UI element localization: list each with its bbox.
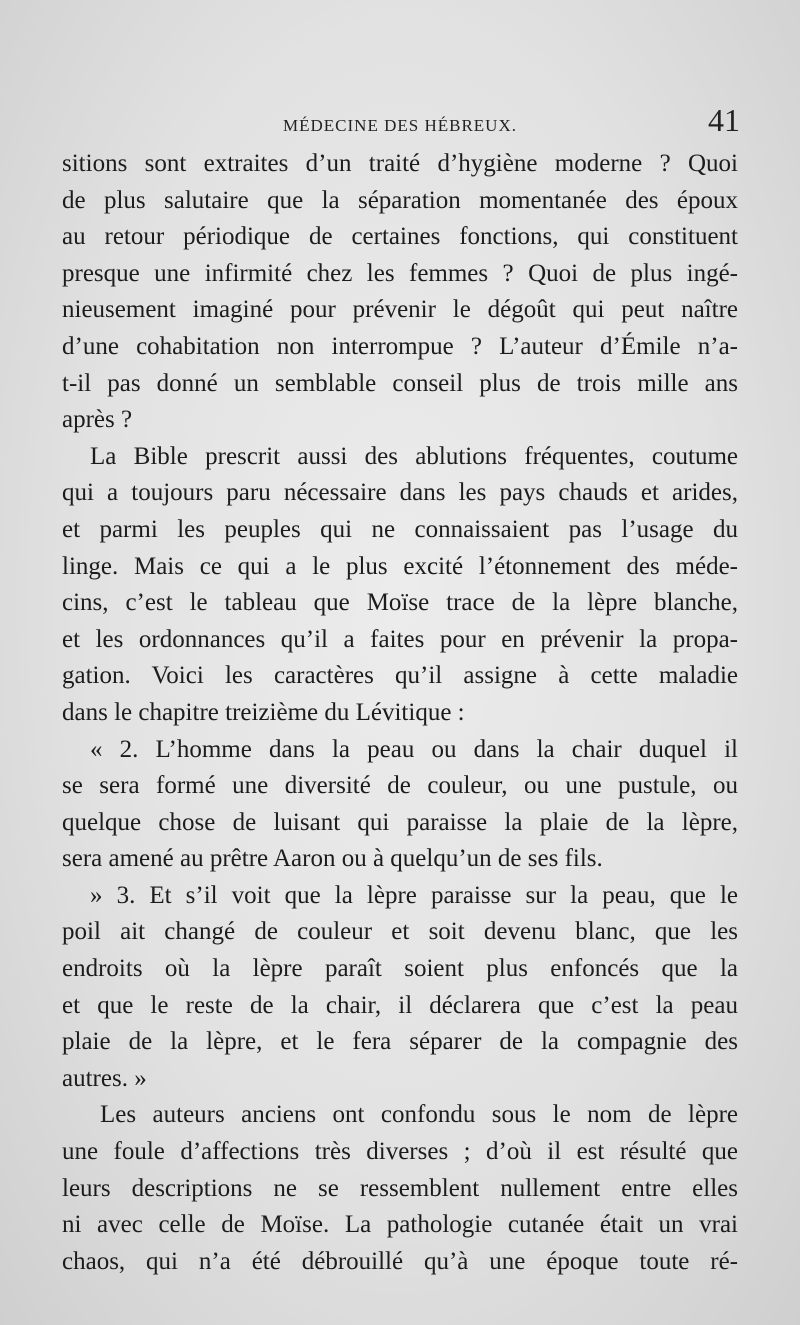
text-line: et les ordonnances qu’il a faites pour en prévenir la propa- (62, 625, 738, 653)
text-line: dans le chapitre treizième du Lévitique : (62, 698, 465, 726)
body-text (62, 146, 738, 1280)
text-line: nieusement imaginé pour prévenir le dégoût qui peut naître (62, 296, 738, 324)
page-number: 41 (708, 102, 740, 138)
text-line: sera amené au prêtre Aaron ou à quelqu’un de ses fils. (62, 845, 603, 873)
text-line: se sera formé une diversité de couleur, ou une pustule, ou (62, 772, 738, 800)
text-line: presque une infirmité chez les femmes ? Quoi de plus ingé- (62, 259, 738, 287)
text-line: » 3. Et s’il voit que la lèpre paraisse sur la peau, que le (90, 881, 738, 909)
text-line: sitions sont extraites d’un traité d’hygiène moderne ? Quoi (62, 150, 738, 177)
text-line: au retour périodique de certaines fonctions, qui constituent (62, 223, 738, 251)
text-line: endroits où la lèpre paraît soient plus enfoncés que la (62, 955, 738, 983)
text-line: linge. Mais ce qui a le plus excité l’étonnement des méde- (62, 552, 738, 580)
text-line: d’une cohabitation non interrompue ? L’auteur d’Émile n’a- (62, 332, 738, 360)
text-line: et que le reste de la chair, il déclarera que c’est la peau (62, 991, 738, 1019)
text-line: après ? (62, 406, 133, 434)
text-line: une foule d’affections très diverses ; d’où il est résulté que (62, 1138, 738, 1166)
text-line: poil ait changé de couleur et soit devenu blanc, que les (62, 918, 738, 946)
text-line: Les auteurs anciens ont confondu sous le nom de lèpre (100, 1101, 738, 1129)
page-header (60, 102, 740, 146)
text-line: leurs descriptions ne se ressemblent nullement entre elles (62, 1174, 738, 1202)
text-line: cins, c’est le tableau que Moïse trace de la lèpre blanche, (62, 589, 738, 617)
text-line: autres. » (62, 1064, 147, 1092)
text-line: « 2. L’homme dans la peau ou dans la chair duquel il (90, 735, 738, 763)
text-line: La Bible prescrit aussi des ablutions fréquentes, coutume (90, 442, 738, 470)
text-line: et parmi les peuples qui ne connaissaient pas l’usage du (62, 515, 738, 543)
text-line: plaie de la lèpre, et le fera séparer de la compagnie des (62, 1028, 738, 1056)
text-line: qui a toujours paru nécessaire dans les pays chauds et arides, (62, 479, 738, 507)
text-line: de plus salutaire que la séparation momentanée des époux (62, 186, 738, 214)
text-line: ni avec celle de Moïse. La pathologie cutanée était un vrai (62, 1211, 738, 1239)
running-title: MÉDECINE DES HÉBREUX. (283, 116, 517, 135)
text-line: quelque chose de luisant qui paraisse la plaie de la lèpre, (62, 808, 738, 836)
text-line: t-il pas donné un semblable conseil plus de trois mille ans (62, 369, 738, 397)
text-line: chaos, qui n’a été débrouillé qu’à une époque toute ré- (62, 1247, 738, 1275)
text-line: gation. Voici les caractères qu’il assigne à cette maladie (62, 662, 738, 690)
